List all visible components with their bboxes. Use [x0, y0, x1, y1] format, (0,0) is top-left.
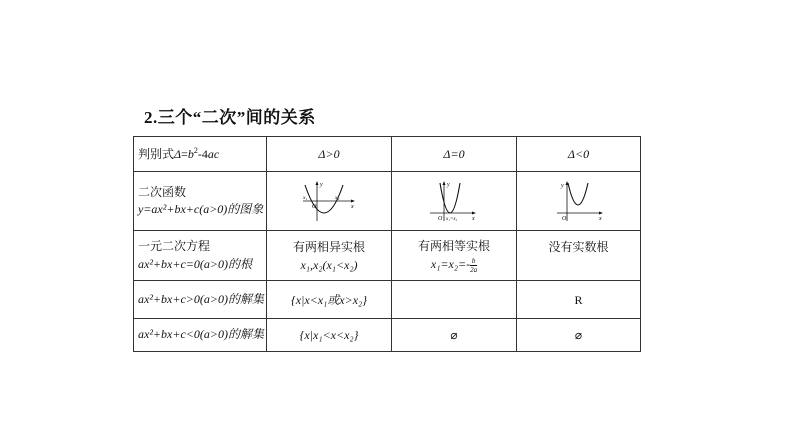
section-title: 2.三个“二次”间的关系 [144, 108, 316, 127]
table-row [134, 319, 641, 352]
row-label-greater-than-zero: ax²+bx+c>0(a>0)的解集 [134, 281, 267, 319]
origin-label: O [561, 216, 566, 222]
table-row [134, 231, 641, 281]
row-label-quadratic-equation: 一元二次方程 ax²+bx+c=0(a>0)的根 [134, 231, 267, 281]
x-axis-label: x [598, 216, 602, 222]
row-label-less-than-zero: ax²+bx+c<0(a>0)的解集 [134, 319, 267, 352]
parabola-no-root-graph [551, 179, 607, 223]
row-label-quadratic-function: 二次函数 y=ax²+bx+c(a>0)的图象 [134, 172, 267, 231]
header-delta-positive: Δ>0 [267, 137, 392, 172]
y-axis-label: y [320, 182, 323, 188]
table-row [134, 281, 641, 319]
y-axis-label: y [447, 182, 450, 188]
parabola-one-root-graph [426, 179, 482, 223]
root-x2-label: x₂ [335, 195, 340, 201]
fraction-b-over-2a: $\frac{b}{2a}$ [470, 256, 478, 274]
root-x1-label: x₁ [303, 195, 308, 201]
relation-table [133, 136, 641, 352]
solution-set-gt-no-root: R [517, 281, 641, 319]
double-root-label: x₁=x₂ [446, 217, 458, 222]
roots-two-distinct: 有两相异实根 x₁,x₂(x₁<x₂) [267, 231, 392, 281]
table-row [134, 137, 641, 172]
discriminant-header: 判别式$\Delta=b^2-4ac$ [134, 137, 267, 172]
x-axis-label: x [472, 216, 475, 222]
parabola-two-roots-graph [301, 179, 357, 223]
graph-no-root-cell [517, 172, 641, 231]
y-axis-label: y [560, 183, 564, 189]
solution-set-gt-one-root [392, 281, 517, 319]
solution-set-gt-two-roots: {x|x<x₁或x>x₂} [267, 281, 392, 319]
origin-label: O [312, 204, 317, 210]
roots-two-equal: 有两相等实根 x₁=x₂=- $\frac{b}{2a}$ [392, 231, 517, 281]
graph-two-roots-cell [267, 172, 392, 231]
header-delta-negative: Δ<0 [517, 137, 641, 172]
graph-one-root-cell [392, 172, 517, 231]
solution-set-lt-no-root: ⌀ [517, 319, 641, 352]
x-axis-label: x [351, 204, 354, 210]
solution-set-lt-two-roots: {x|x₁<x<x₂} [267, 319, 392, 352]
solution-set-lt-one-root: ⌀ [392, 319, 517, 352]
roots-none: 没有实数根 [517, 231, 641, 281]
header-delta-zero: Δ=0 [392, 137, 517, 172]
table-row [134, 172, 641, 231]
origin-label: O [438, 216, 443, 222]
